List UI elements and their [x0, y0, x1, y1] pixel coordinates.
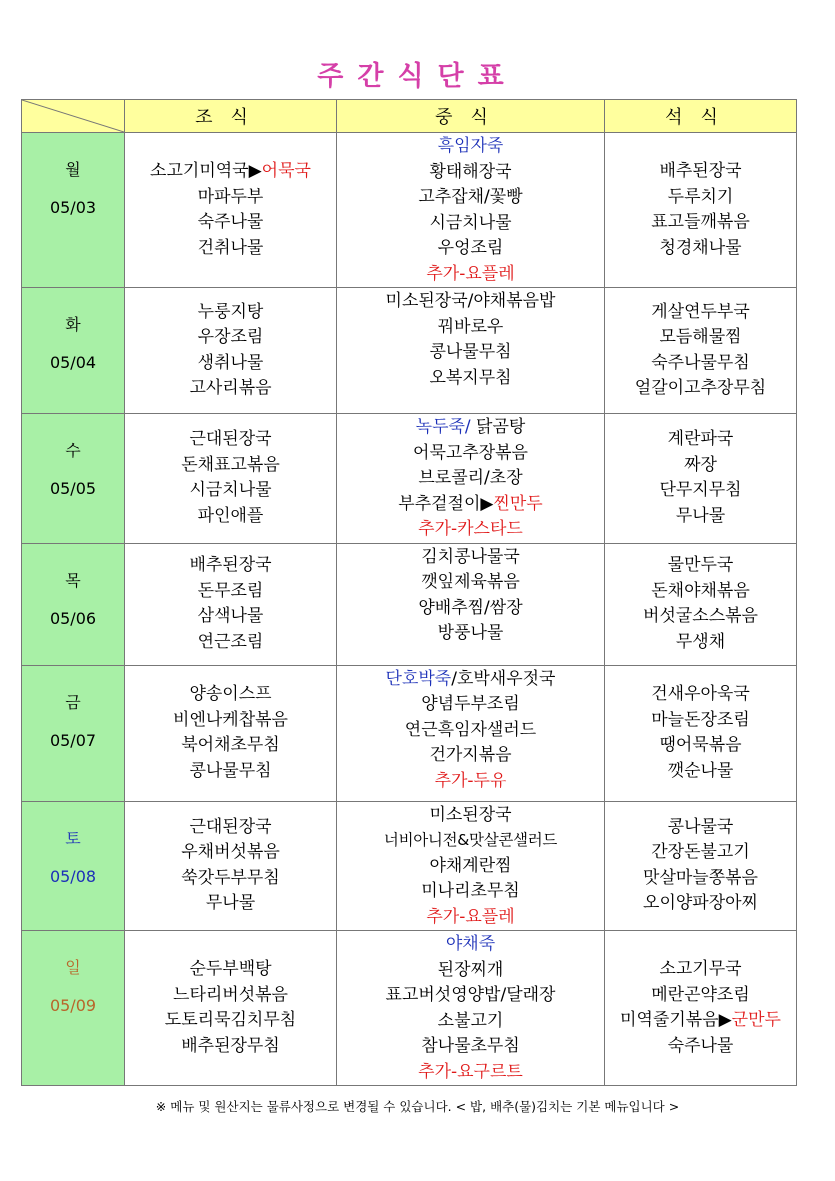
menu-item-text: 누룽지탕: [197, 301, 264, 322]
menu-item-text: 양송이스프: [189, 684, 272, 704]
menu-item-text: 흑임자죽: [437, 136, 504, 156]
dinner-cell: [605, 133, 797, 288]
dinner-cell: [605, 931, 797, 1086]
dinner-cell: [605, 801, 797, 931]
day-cell: [22, 931, 125, 1086]
day-name: 일: [65, 958, 81, 977]
menu-item: [337, 803, 604, 829]
menu-item: [337, 517, 604, 543]
menu-item-text: 미나리초무침: [421, 881, 520, 901]
menu-item: [125, 1008, 336, 1034]
menu-item: [605, 866, 796, 892]
menu-item: [605, 325, 796, 351]
menu-item-text: 야채죽: [445, 934, 496, 954]
menu-item: [125, 210, 336, 236]
menu-item-text: 김치콩나물국: [421, 546, 520, 567]
weekly-menu-table: [21, 99, 797, 1086]
menu-item-text: 고사리볶음: [189, 378, 272, 398]
day-name: 토: [65, 828, 81, 848]
menu-body: [22, 133, 797, 1086]
menu-item-text: 단무지무침: [659, 480, 742, 501]
menu-item: [605, 159, 796, 185]
menu-item: [125, 553, 336, 579]
menu-item: [337, 415, 604, 441]
menu-item: [605, 815, 796, 841]
menu-item-text: 미역줄기볶음▶: [620, 1010, 732, 1030]
menu-item-text: 추가-카스타드: [418, 519, 523, 539]
lunch-cell: [337, 543, 605, 665]
menu-item: [337, 743, 604, 769]
menu-item: [605, 185, 796, 211]
menu-item: [337, 1009, 604, 1035]
lunch-cell: [337, 414, 605, 544]
menu-item: [125, 604, 336, 630]
day-name: 화: [65, 315, 81, 334]
menu-item-text: 부추겉절이▶: [398, 493, 494, 514]
menu-item-text: 맛살마늘쫑볶음: [643, 867, 758, 888]
menu-item-text: 도토리묵김치무침: [164, 1010, 297, 1030]
dinner-cell: [605, 414, 797, 544]
menu-item-text: 된장찌개: [437, 959, 504, 980]
menu-item: [605, 453, 796, 479]
breakfast-cell: [125, 801, 337, 931]
menu-item: [125, 815, 336, 841]
day-date: 05/05: [49, 479, 97, 498]
menu-item: [605, 210, 796, 236]
menu-item-text: 마늘돈장조림: [651, 709, 750, 730]
menu-item-text: 시금치나물: [189, 480, 272, 501]
menu-item: [337, 570, 604, 596]
menu-item-text: 마파두부: [197, 186, 264, 207]
menu-item: [125, 682, 336, 708]
dinner-cell: [605, 665, 797, 801]
menu-item-text: 오복지무침: [429, 367, 512, 388]
lunch-cell: [337, 288, 605, 414]
menu-item-text: 황태해장국: [429, 161, 512, 182]
day-cell: [22, 288, 125, 414]
menu-item-text: 순두부백탕: [189, 959, 272, 979]
menu-item: [605, 957, 796, 983]
lunch-cell: [337, 931, 605, 1086]
menu-item: [337, 692, 604, 718]
lunch-cell: [337, 801, 605, 931]
menu-item-text: 배추된장국: [659, 161, 742, 181]
menu-item-text: 콩나물무침: [189, 760, 272, 781]
day-name: 금: [65, 692, 81, 712]
menu-item-text: 미소된장국/야채볶음밥: [385, 291, 556, 311]
menu-item: [605, 891, 796, 917]
menu-item: [605, 759, 796, 785]
menu-item-text: 게살연두부국: [651, 301, 750, 322]
day-date: 05/09: [49, 996, 97, 1015]
day-name: 월: [65, 160, 81, 179]
page-title: 주간식단표: [317, 61, 518, 92]
menu-item-text: 근대된장국: [189, 816, 272, 837]
menu-item-text: 추가-요플레: [426, 906, 515, 927]
menu-item: [605, 427, 796, 453]
menu-item: [125, 159, 336, 185]
menu-item-text: 양념두부조림: [421, 694, 520, 714]
menu-item-alt: 군만두: [731, 1010, 781, 1030]
day-date: 05/03: [49, 198, 97, 217]
menu-item: [337, 596, 604, 622]
breakfast-cell: [125, 288, 337, 414]
menu-item-alt: 찐만두: [493, 493, 543, 514]
menu-item-text: 무생채: [675, 631, 726, 652]
menu-item-text: 녹두죽/: [415, 417, 471, 437]
menu-item: [337, 492, 604, 518]
menu-item: [337, 932, 604, 958]
day-row: [22, 543, 797, 665]
menu-item-text: 우장조림: [197, 327, 264, 347]
breakfast-cell: [125, 543, 337, 665]
day-name: 목: [65, 570, 81, 590]
menu-item-text: 배추된장무침: [181, 1035, 280, 1056]
menu-item-text: 오이양파장아찌: [643, 893, 758, 914]
menu-item-text: 메란곤약조림: [651, 984, 750, 1005]
menu-item-text: 짜장: [684, 454, 717, 475]
menu-item: [125, 840, 336, 866]
menu-item-text: 양배추찜/쌈장: [418, 597, 523, 618]
menu-item-text: 추가-요구르트: [418, 1061, 523, 1082]
menu-item: [337, 1060, 604, 1086]
diagonal-line: [22, 100, 124, 132]
menu-item-text: 건새우아욱국: [651, 684, 750, 704]
menu-item-text: 건취나물: [197, 237, 264, 258]
menu-item: [605, 983, 796, 1009]
menu-item: [605, 840, 796, 866]
menu-item: [337, 667, 604, 693]
menu-item: [125, 478, 336, 504]
day-cell: [22, 543, 125, 665]
menu-item: [337, 958, 604, 984]
menu-item: [337, 1034, 604, 1060]
menu-item-text: 연근조림: [197, 631, 264, 652]
menu-item: [605, 1034, 796, 1060]
menu-item-text: 참나물초무침: [421, 1036, 520, 1056]
header-dinner: 석식: [605, 100, 797, 133]
menu-item-text: 얼갈이고추장무침: [634, 378, 767, 398]
menu-item-text: 배추된장국: [189, 555, 272, 575]
menu-item-text: 소고기무국: [659, 959, 742, 979]
menu-item-text: 돈채표고볶음: [181, 454, 280, 475]
menu-item: [605, 733, 796, 759]
dinner-cell: [605, 543, 797, 665]
menu-item-text: 느타리버섯볶음: [173, 984, 288, 1005]
menu-item: [605, 604, 796, 630]
menu-item: [605, 376, 796, 402]
day-cell: [22, 414, 125, 544]
menu-item: [125, 630, 336, 656]
menu-item: [605, 300, 796, 326]
day-name: 수: [65, 441, 81, 460]
menu-item-text: 우엉조림: [437, 238, 504, 258]
menu-item: [337, 545, 604, 571]
menu-item: [125, 983, 336, 1009]
menu-item: [605, 682, 796, 708]
menu-item: [125, 891, 336, 917]
menu-item-text: 건가지볶음: [429, 745, 512, 765]
menu-item: [125, 759, 336, 785]
menu-item-text: 청경채나물: [659, 237, 742, 258]
menu-item: [337, 262, 604, 288]
lunch-cell: [337, 133, 605, 288]
day-row: [22, 931, 797, 1086]
menu-item: [337, 236, 604, 262]
menu-item: [605, 1008, 796, 1034]
menu-item-text: 연근흑임자샐러드: [404, 719, 537, 740]
menu-item: [125, 351, 336, 377]
menu-item-text: 비엔나케찹볶음: [173, 709, 288, 730]
menu-item-text: 소불고기: [437, 1010, 504, 1031]
menu-item: [605, 351, 796, 377]
menu-item-text: 콩나물국: [667, 816, 734, 837]
breakfast-cell: [125, 414, 337, 544]
day-row: [22, 665, 797, 801]
breakfast-cell: [125, 133, 337, 288]
menu-item-text: 깻잎제육볶음: [421, 572, 520, 592]
menu-item-text: 돈채야채볶음: [651, 580, 750, 601]
menu-item-text: 무나물: [675, 505, 726, 526]
menu-item-text: 쑥갓두부무침: [181, 867, 280, 888]
menu-item: [337, 905, 604, 931]
menu-item: [125, 733, 336, 759]
menu-item-text: 북어채초무침: [181, 735, 280, 755]
menu-item-text: 깻순나물: [667, 760, 734, 781]
menu-item-text: 꿔바로우: [437, 316, 504, 337]
day-row: [22, 288, 797, 414]
menu-item: [337, 854, 604, 880]
lunch-cell: [337, 665, 605, 801]
menu-item-text: 브로콜리/초장: [418, 468, 523, 488]
menu-item: [125, 1034, 336, 1060]
menu-item-text: 너비아니전&맛살콘샐러드: [383, 831, 558, 849]
menu-item: [337, 879, 604, 905]
menu-item-text: 표고버섯영양밥/달래장: [385, 985, 556, 1005]
menu-item-text: 단호박죽: [385, 668, 452, 689]
day-row: [22, 414, 797, 544]
menu-item-text: 고추잡채/꽃빵: [418, 187, 523, 207]
header-lunch: 중식: [337, 100, 605, 133]
menu-item: [605, 504, 796, 530]
menu-item-text: 미소된장국: [429, 804, 512, 825]
menu-item: [337, 441, 604, 467]
menu-item-text: 콩나물무침: [429, 342, 512, 362]
menu-item: [125, 376, 336, 402]
footnote: ※ 메뉴 및 원산지는 물류사정으로 변경될 수 있습니다. < 밥, 배추(물)김치는 기본 메뉴입니다 >: [155, 1099, 680, 1114]
menu-item: [337, 828, 604, 854]
menu-item-text: 돈무조림: [197, 580, 264, 601]
header-breakfast: 조식: [125, 100, 337, 133]
menu-item-alt: 어묵국: [261, 161, 311, 181]
dinner-cell: [605, 288, 797, 414]
menu-item: [337, 718, 604, 744]
menu-item-text: 어묵고추장볶음: [413, 442, 528, 463]
breakfast-cell: [125, 665, 337, 801]
menu-item: [125, 236, 336, 262]
day-row: [22, 133, 797, 288]
menu-item: [125, 579, 336, 605]
day-date: 05/06: [49, 608, 97, 628]
menu-item: [337, 211, 604, 237]
menu-item: [125, 300, 336, 326]
header-row: [22, 100, 797, 133]
day-cell: [22, 801, 125, 931]
day-cell: [22, 133, 125, 288]
day-date: 05/08: [49, 866, 97, 886]
menu-item-alt: 닭곰탕: [470, 417, 526, 437]
menu-item: [125, 185, 336, 211]
menu-item: [337, 983, 604, 1009]
menu-item-text: 야채계란찜: [429, 855, 512, 876]
menu-item-text: 삼색나물: [197, 606, 264, 626]
menu-item: [125, 427, 336, 453]
menu-item-alt: /호박새우젓국: [451, 668, 556, 689]
menu-item-text: 추가-두유: [434, 770, 507, 791]
menu-item: [125, 504, 336, 530]
menu-item: [605, 478, 796, 504]
menu-item: [337, 315, 604, 341]
menu-item-text: 숙주나물: [197, 212, 264, 232]
menu-item: [337, 185, 604, 211]
menu-item: [125, 866, 336, 892]
day-row: [22, 801, 797, 931]
menu-item: [337, 366, 604, 392]
menu-item-text: 두루치기: [667, 186, 734, 207]
menu-item-text: 추가-요플레: [426, 263, 515, 284]
menu-item-text: 소고기미역국▶: [150, 161, 262, 181]
menu-item-text: 시금치나물: [429, 212, 512, 233]
menu-item: [337, 466, 604, 492]
menu-item-text: 방풍나물: [437, 623, 504, 643]
menu-item-text: 우채버섯볶음: [181, 842, 280, 863]
menu-item-text: 표고들깨볶음: [651, 212, 750, 232]
menu-item: [125, 708, 336, 734]
menu-item-text: 모듬해물찜: [659, 327, 742, 347]
menu-item: [337, 340, 604, 366]
menu-item: [337, 160, 604, 186]
menu-item: [337, 621, 604, 647]
breakfast-cell: [125, 931, 337, 1086]
menu-item-text: 숙주나물: [667, 1035, 734, 1056]
day-cell: [22, 665, 125, 801]
menu-item: [125, 453, 336, 479]
menu-item-text: 계란파국: [667, 429, 734, 450]
menu-item-text: 근대된장국: [189, 429, 272, 450]
day-date: 05/04: [49, 353, 97, 372]
menu-item: [605, 579, 796, 605]
menu-item: [125, 957, 336, 983]
day-date: 05/07: [49, 730, 97, 750]
menu-item-text: 간장돈불고기: [651, 842, 750, 863]
menu-item-text: 숙주나물무침: [651, 352, 750, 373]
menu-item: [605, 630, 796, 656]
menu-item-text: 생취나물: [197, 352, 264, 373]
menu-item-text: 버섯굴소스볶음: [643, 606, 758, 626]
menu-item: [337, 134, 604, 160]
menu-item-text: 물만두국: [667, 555, 734, 575]
menu-item: [605, 553, 796, 579]
menu-item-text: 파인애플: [197, 505, 264, 526]
menu-item-text: 무나물: [205, 893, 256, 914]
corner-cell: [22, 100, 125, 133]
menu-item: [605, 708, 796, 734]
menu-item: [605, 236, 796, 262]
menu-item: [125, 325, 336, 351]
menu-item-text: 땡어묵볶음: [659, 735, 742, 755]
menu-item: [337, 769, 604, 795]
menu-item: [337, 289, 604, 315]
